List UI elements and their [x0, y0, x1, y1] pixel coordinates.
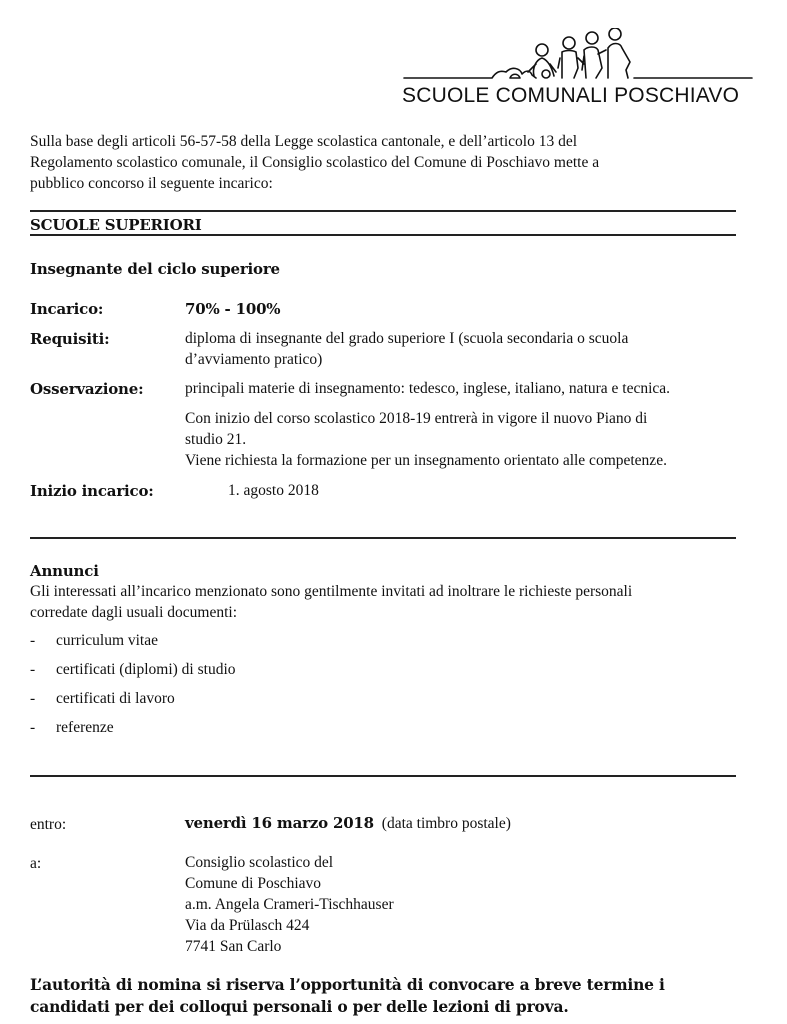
address-line: 7741 San Carlo: [185, 938, 282, 955]
address-line: Consiglio scolastico del: [185, 854, 334, 871]
intro-line: pubblico concorso il seguente incarico:: [30, 175, 273, 192]
osservazione-line: studio 21.: [185, 431, 247, 448]
list-bullet: -: [30, 661, 36, 678]
list-item: referenze: [56, 719, 114, 736]
list-item: certificati di lavoro: [56, 690, 175, 707]
closing-line: candidati per dei colloqui personali o per delle lezioni di prova.: [30, 997, 569, 1016]
requisiti-value: [185, 328, 745, 370]
osservazione-label: Osservazione:: [30, 380, 144, 398]
divider: [30, 234, 736, 236]
intro-line: Sulla base degli articoli 56-57-58 della Legge scolastica cantonale, e dell’articolo 13 del: [30, 133, 578, 150]
address-line: a.m. Angela Crameri-Tischhauser: [185, 896, 394, 913]
closing-line: L’autorità di nomina si riserva l’opportunità di convocare a breve termine i: [30, 975, 665, 994]
osservazione-line1: principali materie di insegnamento: tedesco, inglese, italiano, natura e tecnica.: [185, 380, 671, 397]
list-bullet: -: [30, 719, 36, 736]
address-label: a:: [30, 855, 42, 872]
address-line: Via da Prülasch 424: [185, 917, 310, 934]
list-bullet: -: [30, 690, 36, 707]
requisiti-label: Requisiti:: [30, 330, 110, 348]
deadline-label: entro:: [30, 816, 67, 833]
osservazione-line: Con inizio del corso scolastico 2018-19 entrerà in vigore il nuovo Piano di: [185, 410, 648, 427]
annunci-line: corredate dagli usuali documenti:: [30, 604, 238, 621]
inizio-value: 1. agosto 2018: [228, 482, 319, 499]
deadline-value: [185, 813, 511, 834]
address-line: Comune di Poschiavo: [185, 875, 322, 892]
intro-line: Regolamento scolastico comunale, il Consiglio scolastico del Comune di Poschiavo mette a: [30, 154, 600, 171]
intro-paragraph: [30, 131, 750, 194]
osservazione-details: [185, 408, 745, 471]
closing-notice: [30, 974, 770, 1018]
annunci-title: Annunci: [30, 562, 99, 580]
deadline-note: (data timbro postale): [381, 815, 511, 832]
job-title: Insegnante del ciclo superiore: [30, 260, 280, 278]
deadline-date: venerdì 16 marzo 2018: [185, 814, 374, 832]
annunci-line: Gli interessati all’incarico menzionato sono gentilmente invitati ad inoltrare le richieste personali: [30, 583, 633, 600]
divider: [30, 775, 736, 777]
list-bullet: -: [30, 632, 36, 649]
divider: [30, 537, 736, 539]
annunci-paragraph: [30, 581, 770, 623]
divider: [30, 210, 736, 212]
inizio-label: Inizio incarico:: [30, 482, 154, 500]
requisiti-line: diploma di insegnante del grado superiore I (scuola secondaria o scuola: [185, 330, 629, 347]
osservazione-line: Viene richiesta la formazione per un insegnamento orientato alle competenze.: [185, 452, 667, 469]
incarico-value: 70% - 100%: [185, 300, 281, 318]
list-item: certificati (diplomi) di studio: [56, 661, 236, 678]
address-block: [185, 852, 394, 957]
section-title: SCUOLE SUPERIORI: [30, 216, 202, 234]
incarico-label: Incarico:: [30, 300, 104, 318]
requisiti-line: d’avviamento pratico): [185, 351, 323, 368]
list-item: curriculum vitae: [56, 632, 158, 649]
logo-text: SCUOLE COMUNALI POSCHIAVO: [402, 84, 740, 107]
